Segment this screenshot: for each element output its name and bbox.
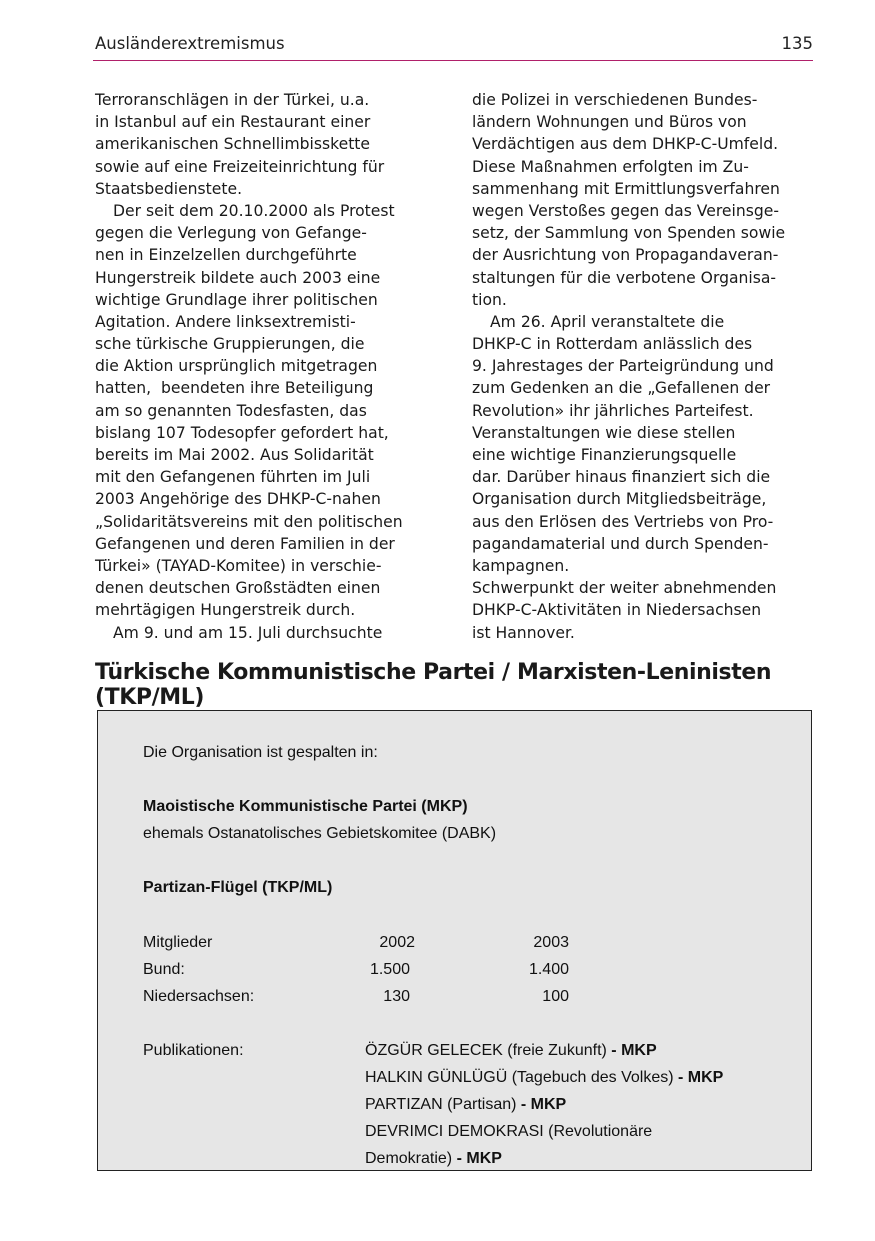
- text-line: kampagnen.: [472, 556, 570, 575]
- text-line: ländern Wohnungen und Büros von: [472, 113, 747, 132]
- text-line: denen deutschen Großstädten einen: [95, 579, 381, 598]
- text-line: setz, der Sammlung von Spenden sowie: [472, 224, 786, 243]
- publication-item: [365, 1041, 657, 1061]
- publication-item: [365, 1095, 566, 1115]
- text-line: die Polizei in verschiedenen Bundes-: [472, 91, 758, 109]
- text-line: aus den Erlösen des Vertriebs von Pro-: [472, 512, 774, 531]
- text-line: bislang 107 Todesopfer gefordert hat,: [95, 423, 389, 442]
- text-line: gegen die Verlegung von Gefange-: [95, 224, 367, 243]
- publication-item: [365, 1068, 723, 1088]
- row-niedersachsen-label: Niedersachsen:: [143, 988, 255, 1005]
- row-niedersachsen-2002: 130: [383, 988, 410, 1005]
- text-line: Am 9. und am 15. Juli durchsuchte: [113, 623, 383, 642]
- box-intro: Die Organisation ist gespalten in:: [143, 744, 378, 761]
- page-number: 135: [781, 34, 813, 53]
- text-line: Veranstaltungen wie diese stellen: [472, 423, 736, 442]
- text-line: DHKP-C in Rotterdam anlässlich des: [472, 335, 753, 354]
- text-line: ist Hannover.: [472, 623, 575, 642]
- publication-title: DEVRIMCI DEMOKRASI (Revolutionäre: [365, 1123, 653, 1140]
- year-2002: 2002: [379, 934, 415, 951]
- text-line: sowie auf eine Freizeiteinrichtung für: [95, 157, 385, 176]
- running-header-section: Ausländerextremismus: [95, 34, 285, 53]
- text-line: 2003 Angehörige des DHKP-C-nahen: [95, 490, 381, 509]
- text-line: Staatsbedienstete.: [95, 179, 243, 198]
- right-text-column: [472, 89, 842, 644]
- text-line: amerikanischen Schnellimbisskette: [95, 135, 371, 154]
- text-line: sche türkische Gruppierungen, die: [95, 335, 365, 354]
- year-2003: 2003: [533, 934, 569, 951]
- text-line: DHKP-C-Aktivitäten in Niedersachsen: [472, 601, 762, 620]
- info-box: [97, 710, 812, 1171]
- text-line: mit den Gefangenen führten im Juli: [95, 468, 371, 487]
- publication-title: ÖZGÜR GELECEK (freie Zukunft): [365, 1042, 607, 1059]
- publication-org: - MKP: [673, 1069, 724, 1086]
- text-line: dar. Darüber hinaus finanziert sich die: [472, 468, 771, 487]
- row-bund-label: Bund:: [143, 961, 185, 978]
- text-line: der Ausrichtung von Propagandaveran-: [472, 246, 779, 265]
- row-bund-2003: 1.400: [528, 961, 569, 978]
- publication-org: - MKP: [606, 1042, 657, 1059]
- faction-mkp-note: ehemals Ostanatolisches Gebietskomitee (DABK): [143, 825, 497, 842]
- text-line: Am 26. April veranstaltete die: [490, 312, 725, 331]
- faction-mkp-name: Maoistische Kommunistische Partei (MKP): [143, 798, 468, 815]
- text-line: zum Gedenken an die „Gefallenen der: [472, 379, 771, 398]
- publication-org: - MKP: [452, 1150, 502, 1167]
- text-line: bereits im Mai 2002. Aus Solidarität: [95, 446, 374, 464]
- text-line: Türkei» (TAYAD-Komitee) in verschie-: [95, 556, 382, 575]
- faction-partizan-name: Partizan-Flügel (TKP/ML): [143, 879, 333, 896]
- publication-title: PARTIZAN (Partisan): [365, 1096, 517, 1113]
- text-line: Revolution» ihr jährliches Parteifest.: [472, 401, 754, 420]
- text-line: wegen Verstoßes gegen das Vereinsge-: [472, 201, 779, 220]
- text-line: Schwerpunkt der weiter abnehmenden: [472, 579, 777, 598]
- header-rule: [93, 60, 813, 61]
- publication-title: Demokratie): [365, 1150, 453, 1167]
- publication-item: [365, 1149, 502, 1169]
- text-line: Gefangenen und deren Familien in der: [95, 534, 395, 553]
- text-line: „Solidaritätsvereins mit den politischen: [95, 512, 403, 531]
- publications-label: Publikationen:: [143, 1042, 244, 1059]
- text-line: Der seit dem 20.10.2000 als Protest: [113, 201, 395, 220]
- text-line: wichtige Grundlage ihrer politischen: [95, 290, 378, 309]
- text-line: sammenhang mit Ermittlungsverfahren: [472, 179, 780, 198]
- text-line: Organisation durch Mitgliedsbeiträge,: [472, 490, 767, 509]
- text-line: Diese Maßnahmen erfolgten im Zu-: [472, 157, 749, 176]
- members-label: Mitglieder: [143, 934, 213, 951]
- text-line: eine wichtige Finanzierungsquelle: [472, 446, 737, 464]
- left-text-column: [95, 89, 465, 644]
- section-heading: Türkische Kommunistische Partei / Marxisten-Leninisten (TKP/ML): [95, 660, 772, 710]
- text-line: am so genannten Todesfasten, das: [95, 401, 367, 420]
- text-line: staltungen für die verbotene Organisa-: [472, 268, 777, 287]
- text-line: Agitation. Andere linksextremisti-: [95, 312, 356, 331]
- text-line: tion.: [472, 290, 507, 309]
- text-line: mehrtägigen Hungerstreik durch.: [95, 601, 356, 620]
- text-line: pagandamaterial und durch Spenden-: [472, 534, 769, 553]
- text-line: in Istanbul auf ein Restaurant einer: [95, 113, 371, 132]
- row-niedersachsen-2003: 100: [542, 988, 569, 1005]
- text-line: nen in Einzelzellen durchgeführte: [95, 246, 357, 265]
- text-line: die Aktion ursprünglich mitgetragen: [95, 357, 378, 376]
- text-line: 9. Jahrestages der Parteigründung und: [472, 357, 774, 376]
- publication-org: - MKP: [516, 1096, 567, 1113]
- publication-title: HALKIN GÜNLÜGÜ (Tagebuch des Volkes): [365, 1069, 674, 1086]
- row-bund-2002: 1.500: [369, 961, 410, 978]
- text-line: Hungerstreik bildete auch 2003 eine: [95, 268, 381, 287]
- text-line: hatten, beendeten ihre Beteiligung: [95, 379, 374, 398]
- text-line: Terroranschlägen in der Türkei, u.a.: [95, 91, 370, 109]
- text-line: Verdächtigen aus dem DHKP-C-Umfeld.: [472, 135, 779, 154]
- publication-item: [365, 1122, 652, 1142]
